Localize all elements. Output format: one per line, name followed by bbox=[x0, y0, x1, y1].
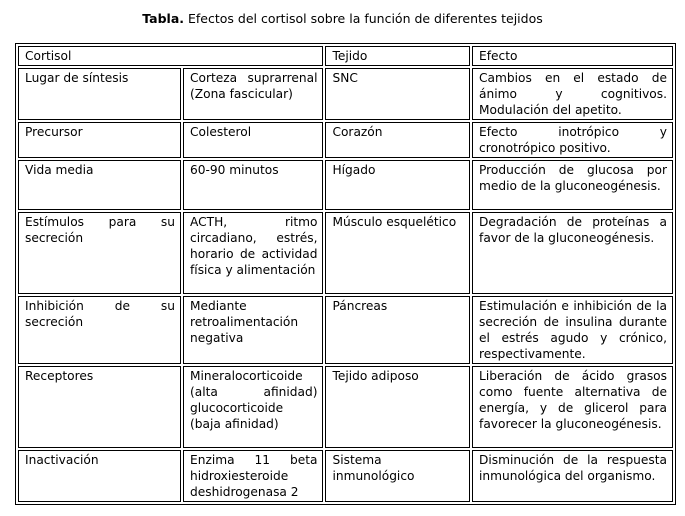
row-effect: Efecto inotrópico y cronotrópico positivo. bbox=[472, 122, 673, 158]
row-tissue: Páncreas bbox=[325, 296, 470, 364]
row-property: Lugar de síntesis bbox=[18, 68, 181, 120]
row-effect: Estimulación e inhibición de la secreción de insulina durante el estrés agudo y crónico, respectivamente. bbox=[472, 296, 673, 364]
row-tissue: Sistema inmunológico bbox=[325, 450, 470, 502]
row-tissue: Hígado bbox=[325, 160, 470, 210]
header-efecto: Efecto bbox=[472, 46, 673, 66]
row-tissue: Tejido adiposo bbox=[325, 366, 470, 448]
row-property: Inactivación bbox=[18, 450, 181, 502]
row-property: Receptores bbox=[18, 366, 181, 448]
table-row bbox=[18, 366, 673, 448]
caption-label: Tabla. bbox=[142, 11, 185, 26]
row-property: Estímulos para su secreción bbox=[18, 212, 181, 294]
row-effect: Disminución de la respuesta inmunológica del organismo. bbox=[472, 450, 673, 502]
row-value: Colesterol bbox=[183, 122, 323, 158]
table-row bbox=[18, 160, 673, 210]
table-row bbox=[18, 212, 673, 294]
table-container bbox=[15, 43, 676, 511]
row-value: Corteza suprarrenal (Zona fascicular) bbox=[183, 68, 323, 120]
row-value: Mineralocorticoide (alta afinidad) glucocorticoide (baja afinidad) bbox=[183, 366, 323, 448]
row-property: Precursor bbox=[18, 122, 181, 158]
row-tissue: SNC bbox=[325, 68, 470, 120]
row-tissue: Corazón bbox=[325, 122, 470, 158]
table-row bbox=[18, 122, 673, 158]
table-row bbox=[18, 450, 673, 502]
row-tissue: Músculo esquelético bbox=[325, 212, 470, 294]
row-value: Enzima 11 beta hidroxiesteroide deshidrogenasa 2 bbox=[183, 450, 323, 502]
table-caption bbox=[0, 10, 685, 28]
table-row bbox=[18, 68, 673, 120]
row-effect: Liberación de ácido grasos como fuente alternativa de energía, y de glicerol para favorecer la gluconeogénesis. bbox=[472, 366, 673, 448]
row-value: Mediante retroalimentación negativa bbox=[183, 296, 323, 364]
caption-text: Efectos del cortisol sobre la función de diferentes tejidos bbox=[184, 11, 543, 26]
row-property: Inhibición de su secreción bbox=[18, 296, 181, 364]
header-tejido: Tejido bbox=[325, 46, 470, 66]
row-effect: Producción de glucosa por medio de la gluconeogénesis. bbox=[472, 160, 673, 210]
row-effect: Cambios en el estado de ánimo y cognitivos. Modulación del apetito. bbox=[472, 68, 673, 120]
row-effect: Degradación de proteínas a favor de la gluconeogénesis. bbox=[472, 212, 673, 294]
row-value: ACTH, ritmo circadiano, estrés, horario de actividad física y alimentación bbox=[183, 212, 323, 294]
row-value: 60-90 minutos bbox=[183, 160, 323, 210]
header-row bbox=[18, 46, 673, 66]
header-cortisol: Cortisol bbox=[18, 46, 323, 66]
table-row bbox=[18, 296, 673, 364]
cortisol-effects-table bbox=[15, 43, 676, 505]
row-property: Vida media bbox=[18, 160, 181, 210]
